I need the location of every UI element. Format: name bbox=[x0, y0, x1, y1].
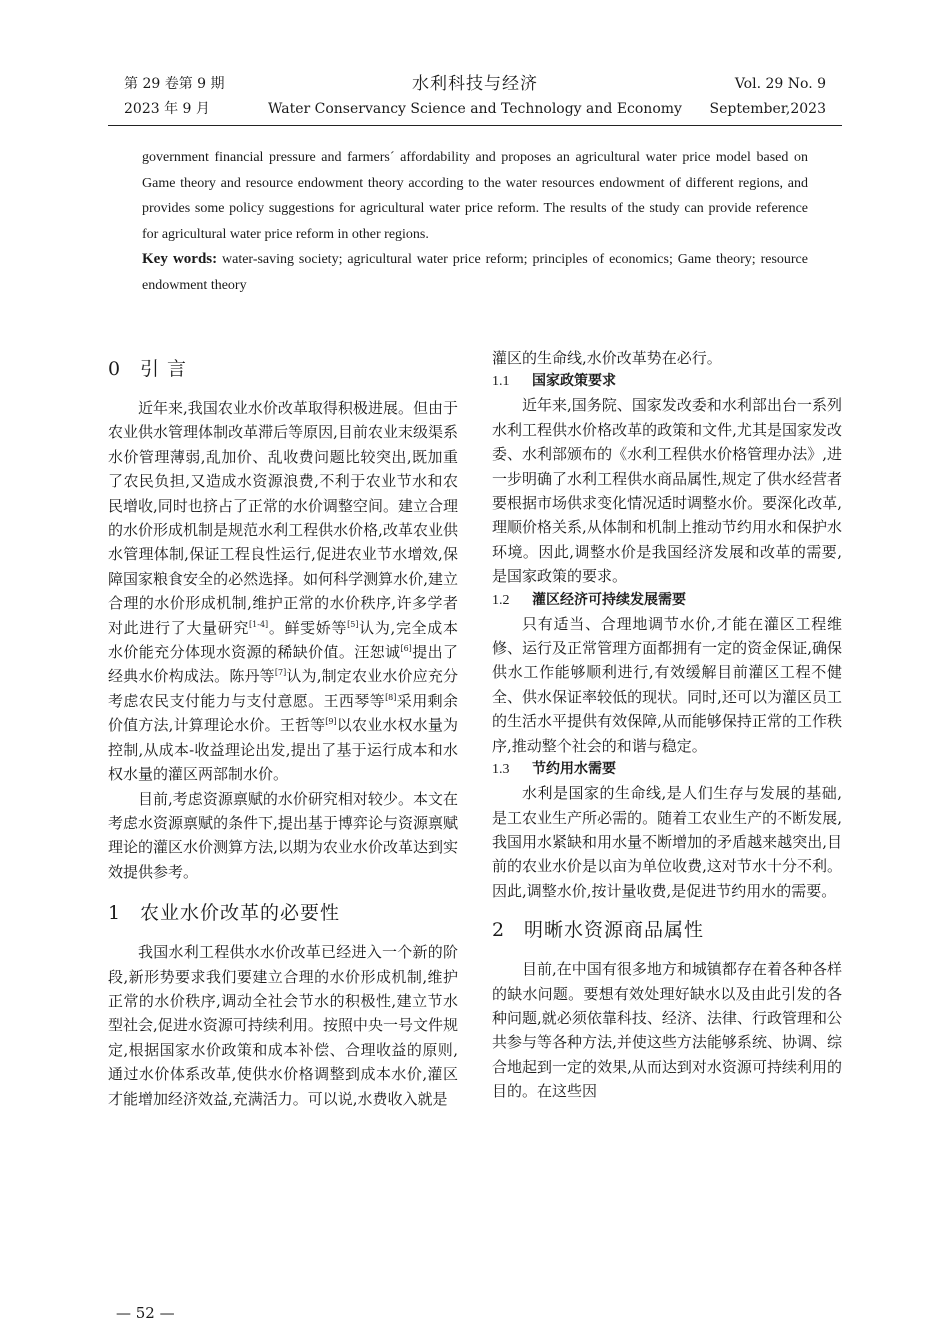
subsection-number: 1.2 bbox=[492, 592, 510, 608]
section-title: 明晰水资源商品属性 bbox=[524, 919, 705, 942]
date-cn: 2023 年 9 月 bbox=[124, 101, 210, 117]
date-en: September,2023 bbox=[709, 101, 826, 117]
subsection-1-1-heading bbox=[492, 370, 842, 393]
subsection-title: 节约用水需要 bbox=[532, 761, 616, 778]
section-title: 农业水价改革的必要性 bbox=[140, 902, 341, 925]
page-number: — 52 — bbox=[116, 1304, 175, 1322]
citation: [9] bbox=[325, 717, 337, 727]
citation: [6] bbox=[400, 644, 412, 654]
text-run: 提出了经典水价构成法。陈丹等 bbox=[108, 643, 458, 686]
paragraph: 目前,考虑资源禀赋的水价研究相对较少。本文在考虑水资源禀赋的条件下,提出基于博弈论与资源禀赋理论的灌区水价测算方法,以期为农业水价改革达到实效提供参考。 bbox=[108, 789, 458, 881]
citation: [1-4] bbox=[249, 619, 269, 629]
section-number: 2 bbox=[492, 919, 506, 942]
section-number: 0 bbox=[108, 358, 122, 380]
subsection-title: 灌区经济可持续发展需要 bbox=[532, 591, 686, 608]
running-header bbox=[108, 72, 842, 128]
header-right bbox=[709, 72, 826, 122]
right-column bbox=[492, 346, 842, 1104]
paragraph: 近年来,国务院、国家发改委和水利部出台一系列水利工程供水价格改革的政策和文件,尤其是国家发改委、水利部颁布的《水利工程供水价格管理办法》,进一步明确了水利工程供水商品属性,规定了供水经营者要根据市场供求变化情况适时调整水价。要深化改革,理顺价格关系,从体制和机制上推动节约用水和保护水环境。因此,调整水价是我国经济发展和改革的需要,是国家政策的要求。 bbox=[492, 396, 842, 586]
section-0-heading bbox=[108, 354, 458, 384]
text-run: 。鲜雯娇等 bbox=[268, 618, 348, 637]
subsection-1-3-heading bbox=[492, 758, 842, 781]
keywords bbox=[142, 247, 808, 298]
section-title: 引 言 bbox=[140, 358, 188, 380]
paragraph bbox=[108, 396, 458, 787]
text-run: 近年来,我国农业水价改革取得积极进展。但由于农业供水管理体制改革滞后等原因,目前农业末级渠系水价管理薄弱,乱加价、乱收费问题比较突出,既加重了农民负担,又造成水资源浪费,不利于农业节水和农民增收,同时也挤占了正常的水价调整空间。建立合理的水价形成机制是规范水利工程供水价格,改革农业供水管理体制,保证工程良性运行,促进农业节水增效,保障国家粮食安全的必然选择。如何科学测算水价,建立合理的水价形成机制,维护正常的水价秩序,许多学者对此进行了大量研究 bbox=[108, 399, 458, 637]
text-run: 认为,完全成本水价能充分体现水资源的稀缺价值。汪恕诚 bbox=[108, 618, 458, 662]
english-abstract bbox=[142, 145, 808, 298]
abstract-text: government financial pressure and farmers´ affordability and proposes an agricultural water price model based on Game theory and resource endowment theory according to the water resources endowment of different regions, and provides some policy suggestions for agricultural water price reform. The results of the study can provide reference for agricultural water price reform in other regions. bbox=[142, 150, 808, 242]
section-2-heading bbox=[492, 915, 842, 945]
header-rule bbox=[108, 125, 842, 126]
volume-issue-cn: 第 29 卷第 9 期 bbox=[124, 76, 225, 92]
journal-title-en: Water Conservancy Science and Technology and Economy bbox=[268, 101, 682, 117]
citation: [8] bbox=[385, 692, 397, 702]
section-number: 1 bbox=[108, 902, 122, 925]
subsection-number: 1.1 bbox=[492, 374, 510, 390]
section-1-heading bbox=[108, 898, 458, 928]
citation: [5] bbox=[347, 619, 359, 629]
paragraph: 我国水利工程供水水价改革已经进入一个新的阶段,新形势要求我们要建立合理的水价形成机制,维护正常的水价秩序,调动全社会节水的积极性,建立节水型社会,促进水资源可持续利用。按照中央一号文件规定,根据国家水价政策和成本补偿、合理收益的原则,通过水价体系改革,使供水价格调整到成本水价,灌区才能增加经济效益,充满活力。可以说,水费收入就是 bbox=[108, 943, 458, 1108]
text-run: 以农业水权水量为控制,从成本-收益理论出发,提出了基于运行成本和水权水量的灌区两部制水价。 bbox=[108, 716, 458, 784]
volume-issue-en: Vol. 29 No. 9 bbox=[734, 76, 826, 92]
subsection-1-2-heading bbox=[492, 589, 842, 612]
paragraph-continuation: 灌区的生命线,水价改革势在必行。 bbox=[492, 349, 722, 367]
citation: [7] bbox=[274, 668, 287, 678]
paragraph: 目前,在中国有很多地方和城镇都存在着各种各样的缺水问题。要想有效处理好缺水以及由此引发的各种问题,就必须依靠科技、经济、法律、行政管理和公共参与等各种方法,并使这些方法能够系统、协调、综合地起到一定的效果,从而达到对水资源可持续利用的目的。在这些因 bbox=[492, 960, 842, 1101]
keywords-list: water-saving society; agricultural water price reform; principles of economics; Game theory; resource endowment theory bbox=[142, 252, 808, 293]
text-run: 采用剩余价值方法,计算理论水价。王哲等 bbox=[108, 691, 458, 735]
paragraph: 水利是国家的生命线,是人们生存与发展的基础,是工农业生产所必需的。随着工农业生产的不断发展,我国用水紧缺和用水量不断增加的矛盾越来越突出,目前的农业水价是以亩为单位收费,这对节水十分不利。因此,调整水价,按计量收费,是促进节约用水的需要。 bbox=[492, 784, 842, 900]
left-column bbox=[108, 346, 458, 1111]
text-run: 认为,制定农业水价应充分考虑农民支付能力与支付意愿。王西琴等 bbox=[108, 667, 458, 710]
journal-title-cn: 水利科技与经济 bbox=[412, 74, 538, 94]
subsection-number: 1.3 bbox=[492, 762, 510, 778]
keywords-label: Key words: bbox=[142, 251, 218, 267]
subsection-title: 国家政策要求 bbox=[532, 373, 616, 390]
paragraph: 只有适当、合理地调节水价,才能在灌区工程维修、运行及正常管理方面都拥有一定的资金保证,确保供水工作能够顺利进行,有效缓解目前灌区工程不健全、供水保证率较低的现状。同时,还可以为灌区员工的生活水平提供有效保障,从而能够保持正常的工作秩序,推动整个社会的和谐与稳定。 bbox=[492, 614, 842, 755]
